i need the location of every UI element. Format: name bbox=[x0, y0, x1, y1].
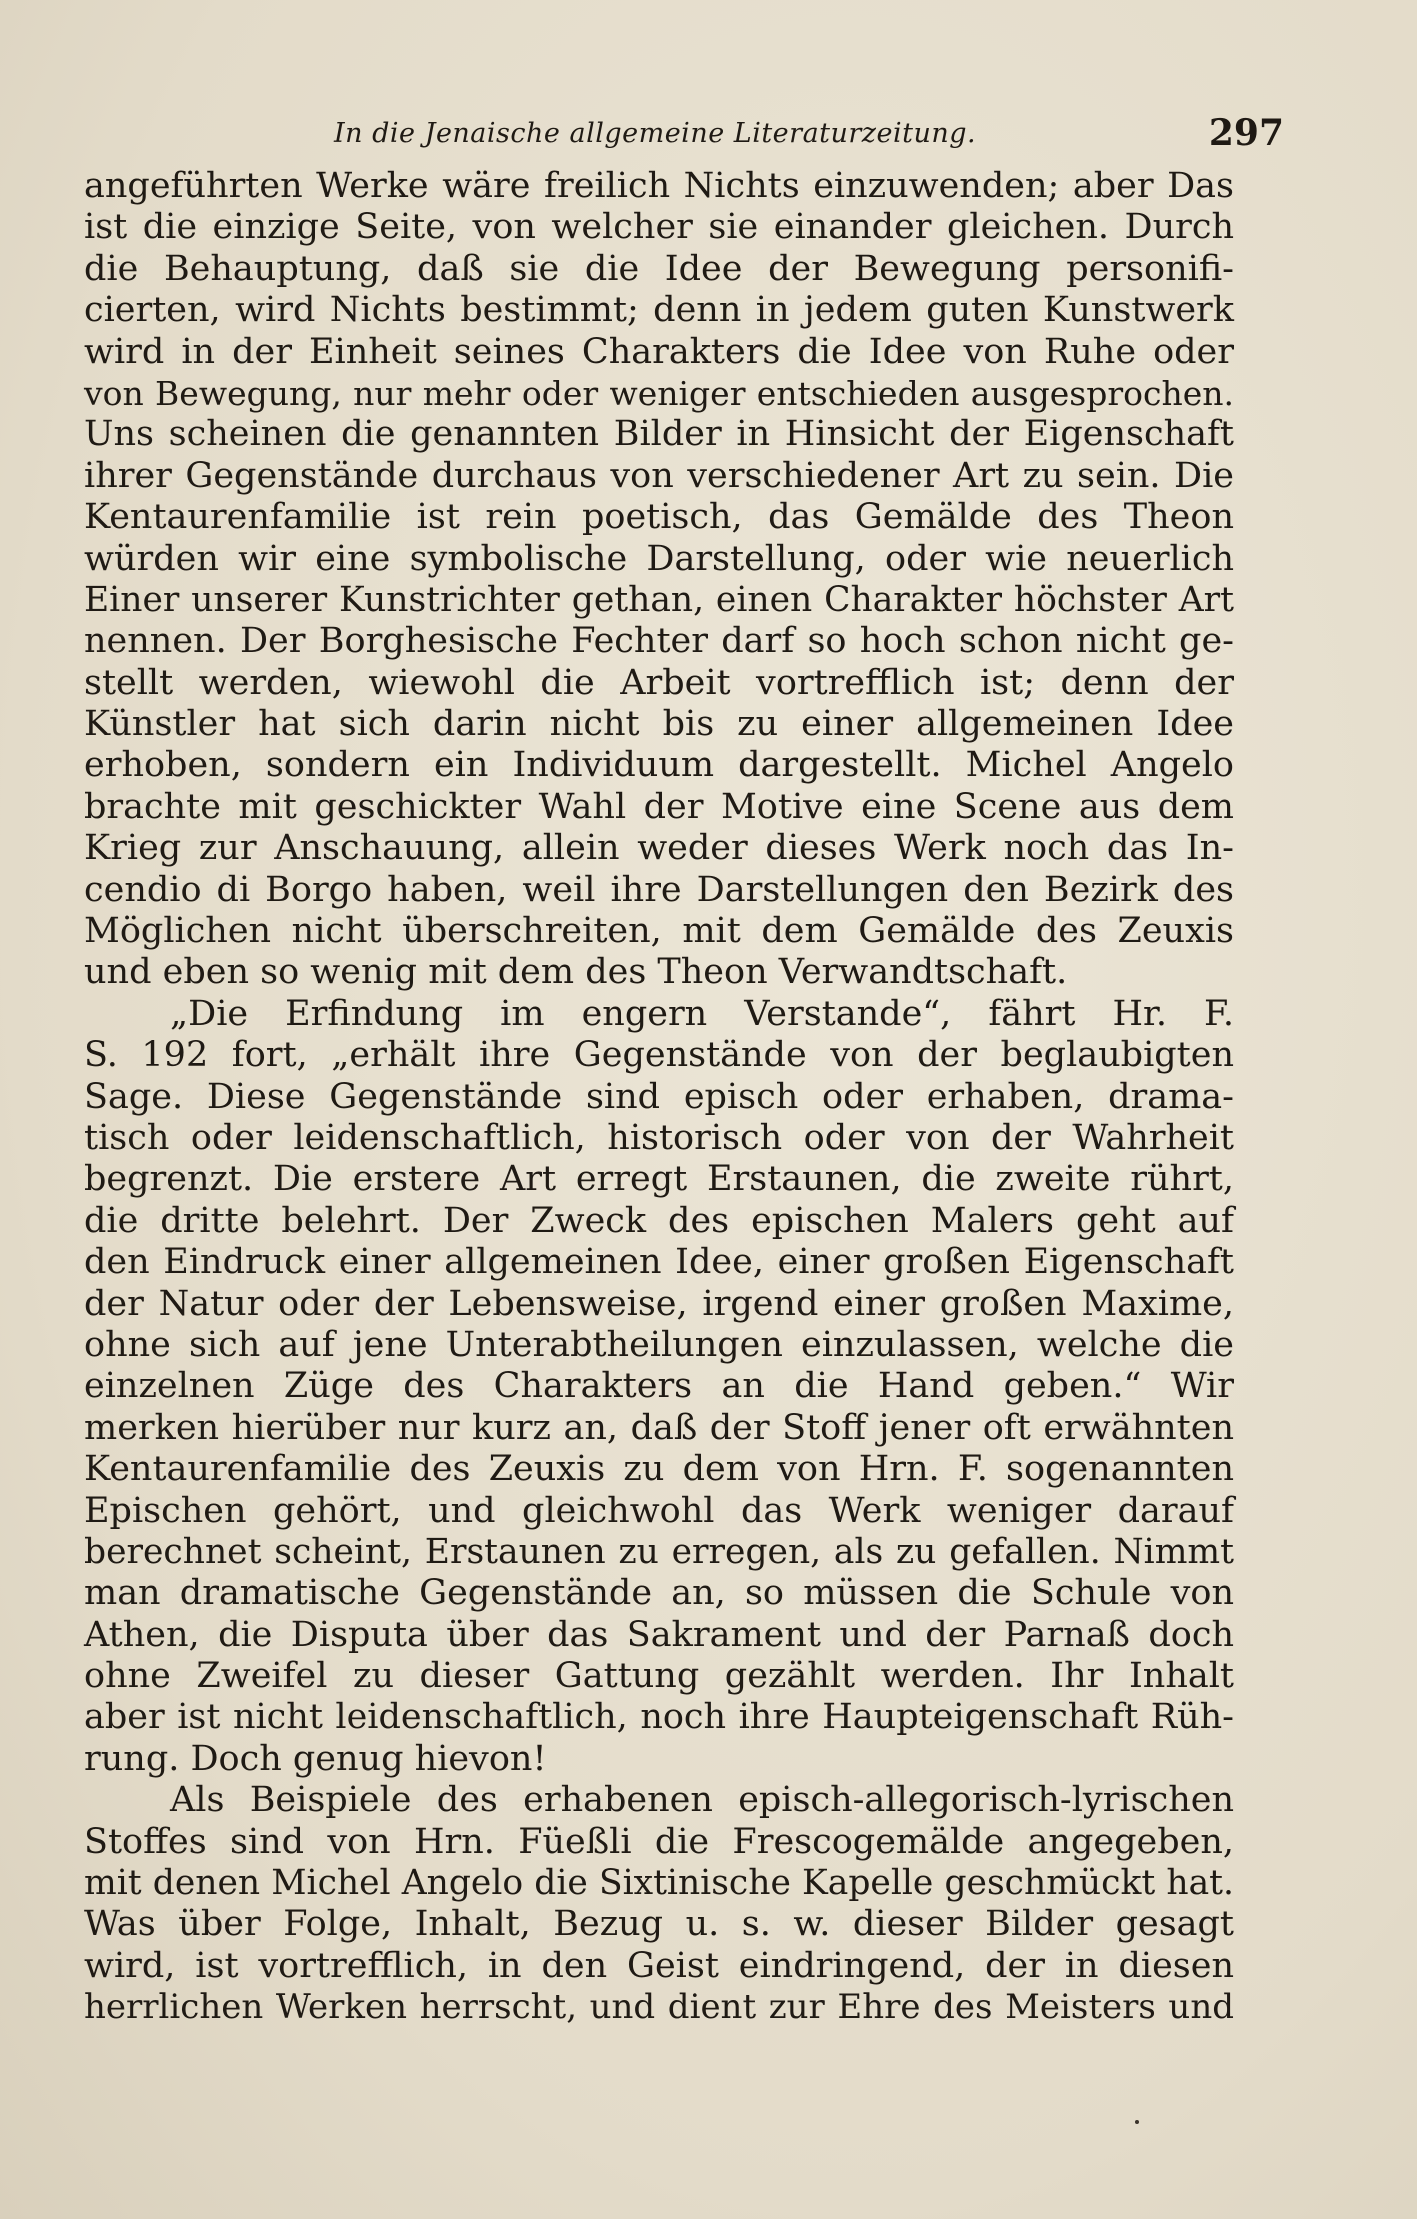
text-line: Möglichen nicht überschreiten, mit dem Gemälde des Zeuxis bbox=[84, 911, 1234, 952]
text-line: Als Beispiele des erhabenen episch-allegorisch-lyrischen bbox=[170, 1780, 1234, 1821]
text-line: ist die einzige Seite, von welcher sie einander gleichen. Durch bbox=[84, 207, 1234, 248]
text-line: Stoffes sind von Hrn. Füeßli die Frescogemälde angegeben, bbox=[84, 1821, 1234, 1862]
body-text bbox=[84, 166, 1234, 2029]
text-line: cierten, wird Nichts bestimmt; denn in jedem guten Kunstwerk bbox=[84, 290, 1234, 331]
text-line: die Behauptung, daß sie die Idee der Bewegung personifi- bbox=[84, 248, 1234, 289]
text-line: Was über Folge, Inhalt, Bezug u. s. w. dieser Bilder gesagt bbox=[84, 1904, 1234, 1945]
text-line: Künstler hat sich darin nicht bis zu einer allgemeinen Idee bbox=[84, 704, 1234, 745]
text-line: den Eindruck einer allgemeinen Idee, einer großen Eigenschaft bbox=[84, 1242, 1234, 1283]
text-line: nennen. Der Borghesische Fechter darf so hoch schon nicht ge- bbox=[84, 621, 1234, 662]
text-line: angeführten Werke wäre freilich Nichts einzuwenden; aber Das bbox=[84, 166, 1234, 206]
running-title: In die Jenaische allgemeine Literaturzeitung. bbox=[334, 118, 977, 149]
text-line: ohne Zweifel zu dieser Gattung gezählt werden. Ihr Inhalt bbox=[84, 1656, 1234, 1697]
text-line: und eben so wenig mit dem des Theon Verwandtschaft. bbox=[84, 952, 1068, 993]
text-line: ihrer Gegenstände durchaus von verschiedener Art zu sein. Die bbox=[84, 455, 1234, 496]
text-line: Uns scheinen die genannten Bilder in Hinsicht der Eigenschaft bbox=[84, 414, 1234, 455]
text-line: die dritte belehrt. Der Zweck des epischen Malers geht auf bbox=[84, 1200, 1234, 1241]
text-line: Athen, die Disputa über das Sakrament und der Parnaß doch bbox=[84, 1614, 1234, 1655]
text-line: Einer unserer Kunstrichter gethan, einen Charakter höchster Art bbox=[84, 579, 1234, 620]
text-line: Epischen gehört, und gleichwohl das Werk weniger darauf bbox=[84, 1490, 1234, 1531]
text-line: aber ist nicht leidenschaftlich, noch ihre Haupteigenschaft Rüh- bbox=[84, 1697, 1234, 1738]
text-line: Sage. Diese Gegenstände sind episch oder erhaben, drama- bbox=[84, 1076, 1234, 1117]
text-line: merken hierüber nur kurz an, daß der Stoff jener oft erwähnten bbox=[84, 1407, 1234, 1448]
text-line: brachte mit geschickter Wahl der Motive eine Scene aus dem bbox=[84, 786, 1234, 827]
book-page bbox=[84, 110, 1284, 2029]
text-line: der Natur oder der Lebensweise, irgend einer großen Maxime, bbox=[84, 1283, 1234, 1324]
running-head bbox=[84, 110, 1284, 162]
text-line: S. 192 fort, „erhält ihre Gegenstände von der beglaubigten bbox=[84, 1035, 1234, 1076]
paragraph-2 bbox=[84, 994, 1234, 1780]
text-line: erhoben, sondern ein Individuum dargestellt. Michel Angelo bbox=[84, 745, 1234, 786]
text-line: herrlichen Werken herrscht, und dient zur Ehre des Meisters und bbox=[84, 1987, 1234, 2028]
paper-speck bbox=[1135, 2120, 1139, 2124]
text-line: von Bewegung, nur mehr oder weniger entschieden ausgesprochen. bbox=[84, 373, 1234, 413]
text-line: Kentaurenfamilie des Zeuxis zu dem von Hrn. F. sogenannten bbox=[84, 1449, 1234, 1490]
text-line: berechnet scheint, Erstaunen zu erregen, als zu gefallen. Nimmt bbox=[84, 1531, 1234, 1572]
text-line: mit denen Michel Angelo die Sixtinische Kapelle geschmückt hat. bbox=[84, 1863, 1234, 1904]
text-line: tisch oder leidenschaftlich, historisch oder von der Wahrheit bbox=[84, 1117, 1234, 1158]
text-line: würden wir eine symbolische Darstellung, oder wie neuerlich bbox=[84, 538, 1234, 579]
text-line: cendio di Borgo haben, weil ihre Darstellungen den Bezirk des bbox=[84, 869, 1234, 910]
page-number: 297 bbox=[1208, 112, 1284, 154]
text-line: wird, ist vortrefflich, in den Geist eindringend, der in diesen bbox=[84, 1945, 1234, 1986]
text-line: Kentaurenfamilie ist rein poetisch, das Gemälde des Theon bbox=[84, 497, 1234, 538]
text-line: wird in der Einheit seines Charakters die Idee von Ruhe oder bbox=[84, 331, 1234, 372]
text-line: ohne sich auf jene Unterabtheilungen einzulassen, welche die bbox=[84, 1324, 1234, 1365]
text-line: rung. Doch genug hievon! bbox=[84, 1738, 547, 1779]
text-line: Krieg zur Anschauung, allein weder dieses Werk noch das In- bbox=[84, 828, 1234, 869]
text-line: man dramatische Gegenstände an, so müssen die Schule von bbox=[84, 1573, 1234, 1614]
text-line: „Die Erfindung im engern Verstande“, fährt Hr. F. bbox=[170, 993, 1234, 1034]
text-line: stellt werden, wiewohl die Arbeit vortrefflich ist; denn der bbox=[84, 662, 1234, 703]
text-line: begrenzt. Die erstere Art erregt Erstaunen, die zweite rührt, bbox=[84, 1159, 1234, 1200]
paragraph-3 bbox=[84, 1780, 1234, 2028]
text-line: einzelnen Züge des Charakters an die Hand geben.“ Wir bbox=[84, 1366, 1234, 1407]
paragraph-1 bbox=[84, 166, 1234, 994]
